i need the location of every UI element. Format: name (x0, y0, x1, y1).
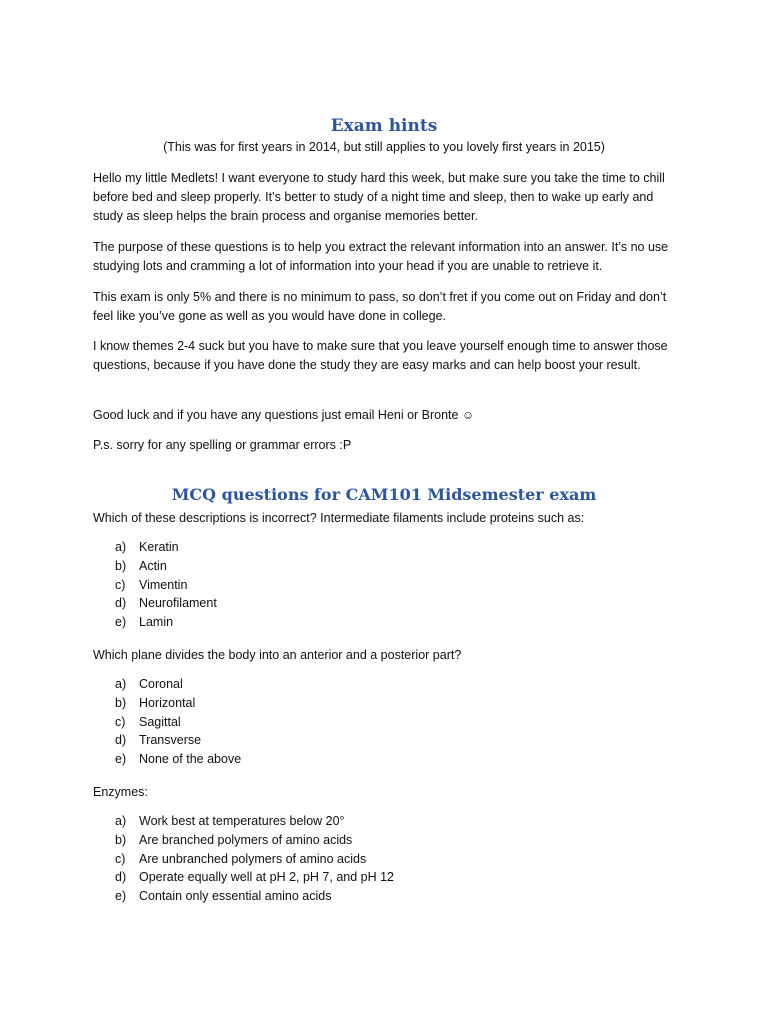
option-text: Contain only essential amino acids (139, 889, 332, 904)
question-3-options (93, 812, 394, 906)
option-1c (93, 576, 217, 595)
option-2e (93, 750, 241, 769)
option-text: Keratin (139, 540, 179, 554)
option-text: Neurofilament (139, 596, 217, 611)
intro-paragraph: Hello my little Medlets! I want everyone to study hard this week, but make sure you take the time to chill before bed and sleep properly. It’s better to study of a night time and sleep, then to wake up early and study as sleep helps the brain process and organise memories better. (93, 171, 665, 223)
option-text: Vimentin (139, 577, 188, 592)
option-1b (93, 557, 217, 576)
option-letter: d) (115, 870, 127, 885)
option-text: Lamin (139, 615, 174, 630)
option-2d (93, 731, 241, 750)
purpose-paragraph: The purpose of these questions is to help you extract the relevant information into an answer. It’s no use studying lots and cramming a lot of information into your head if you are unable to retrieve it. (93, 240, 669, 273)
option-text: Operate equally well at pH 2, pH 7, and pH 12 (139, 870, 395, 885)
option-3c (93, 850, 394, 869)
option-3b (93, 831, 394, 850)
good-luck-paragraph (93, 406, 683, 425)
option-text: Transverse (139, 733, 202, 748)
themes-paragraph: I know themes 2-4 suck but you have to make sure that you leave yourself enough time to answer those questions, because if you have done the study they are easy marks and can help boost your result. (93, 339, 668, 372)
option-letter: e) (115, 889, 127, 904)
option-letter: c) (115, 577, 126, 592)
good-luck-text: Good luck and if you have any questions just email Heni or Bronte (93, 408, 459, 422)
question-1-text: Which of these descriptions is incorrect? Intermediate filaments include proteins such as: (93, 511, 585, 525)
option-letter: d) (115, 733, 127, 748)
question-2-text: Which plane divides the body into an anterior and a posterior part? (93, 648, 462, 662)
page-subtitle: (This was for first years in 2014, but still applies to you lovely first years in 2015) (163, 140, 605, 154)
smiley-icon: ☺ (461, 408, 475, 422)
option-text: Sagittal (139, 714, 181, 729)
option-3e (93, 887, 394, 906)
option-text: None of the above (139, 752, 242, 767)
question-1-options (93, 538, 217, 632)
page-title: Exam hints (330, 116, 438, 136)
option-letter: b) (115, 695, 127, 710)
option-letter: b) (115, 832, 127, 847)
option-letter: a) (115, 540, 127, 554)
option-1e (93, 613, 217, 632)
option-2c (93, 713, 241, 732)
option-3a (93, 812, 394, 831)
option-text: Are branched polymers of amino acids (139, 832, 353, 847)
option-text: Work best at temperatures below 20° (139, 814, 345, 828)
option-letter: d) (115, 596, 127, 611)
option-1a (93, 538, 217, 557)
option-letter: c) (115, 714, 126, 729)
option-letter: e) (115, 752, 127, 767)
question-3-text: Enzymes: (93, 785, 148, 799)
question-2-options (93, 675, 241, 769)
option-letter: b) (115, 558, 127, 573)
ps-paragraph: P.s. sorry for any spelling or grammar errors :P (93, 438, 352, 452)
option-letter: e) (115, 615, 127, 630)
option-text: Horizontal (139, 695, 196, 710)
option-text: Actin (139, 558, 167, 573)
option-1d (93, 594, 217, 613)
option-letter: a) (115, 677, 127, 691)
option-text: Coronal (139, 677, 183, 691)
option-2b (93, 694, 241, 713)
option-2a (93, 675, 241, 694)
option-text: Are unbranched polymers of amino acids (139, 851, 367, 866)
option-letter: a) (115, 814, 127, 828)
mcq-heading: MCQ questions for CAM101 Midsemester exam (171, 485, 597, 504)
exam-weight-paragraph: This exam is only 5% and there is no minimum to pass, so don’t fret if you come out on Friday and don’t feel like you’ve gone as well as you would have done in college. (93, 290, 667, 323)
option-letter: c) (115, 851, 126, 866)
option-3d (93, 868, 394, 887)
